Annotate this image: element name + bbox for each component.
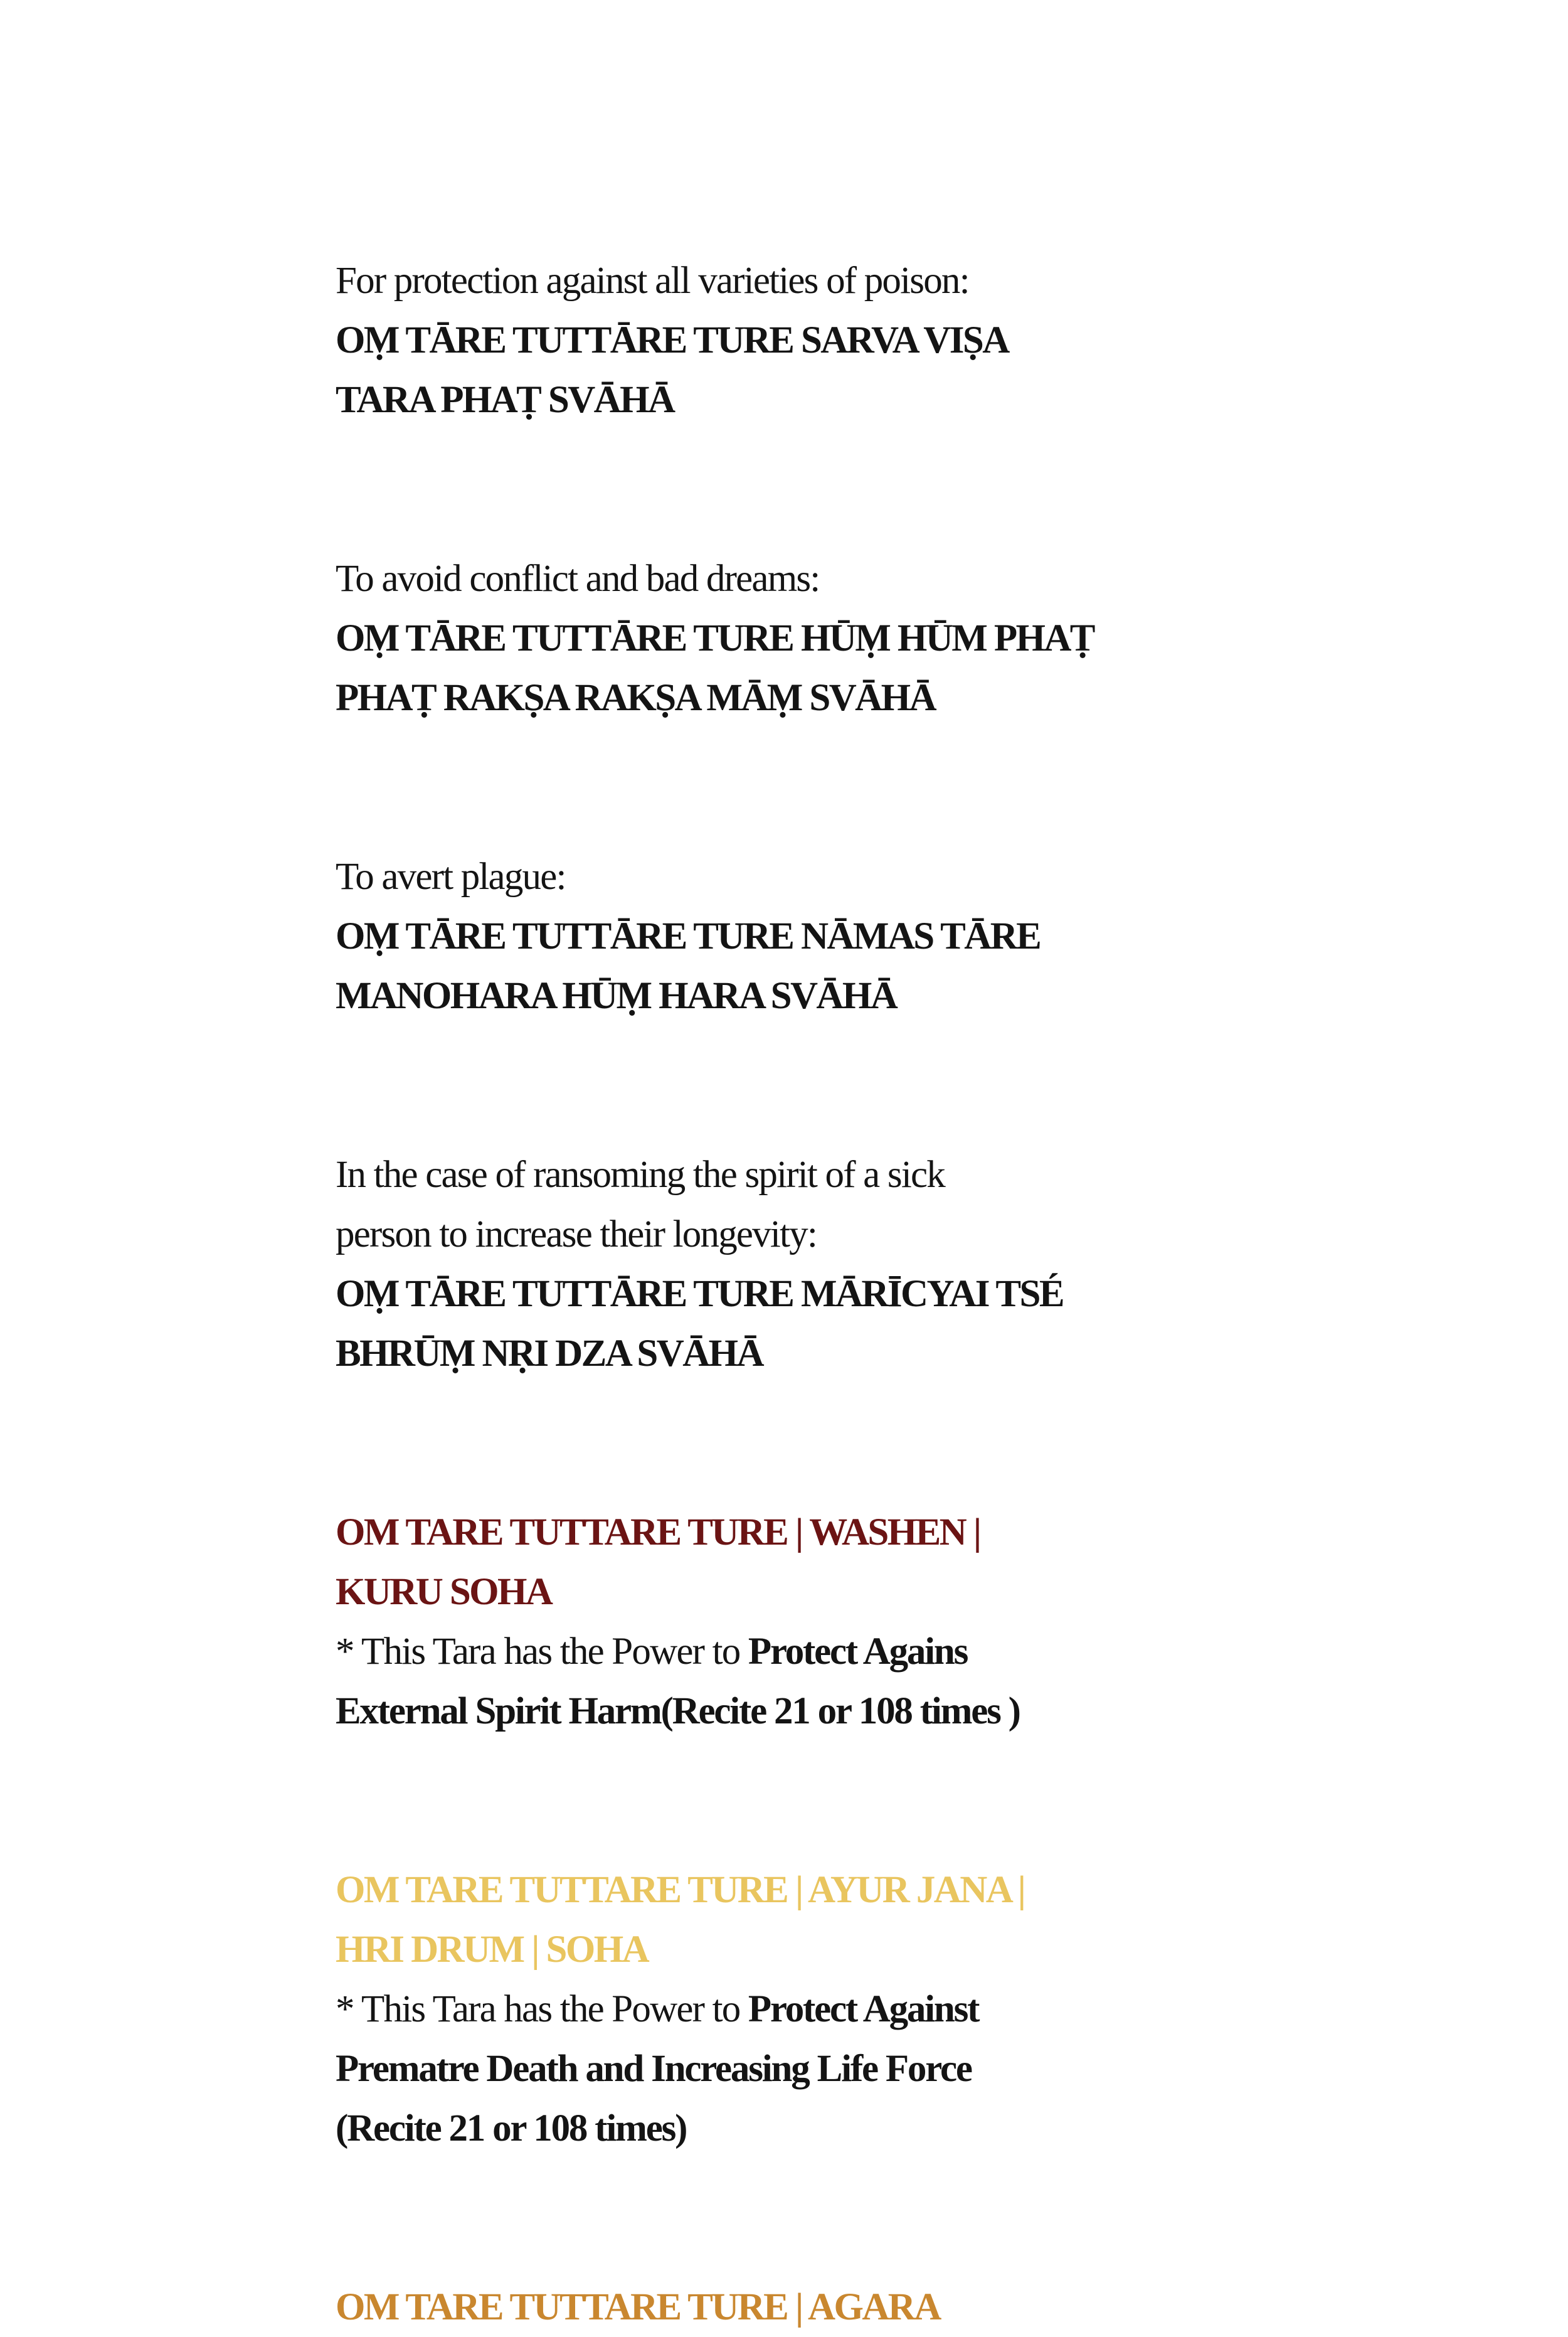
section-gap — [336, 1026, 1214, 1145]
plague-mantra-line-1: OṂ TĀRE TUTTĀRE TURE NĀMAS TĀRE — [336, 915, 1041, 957]
ayur-note-prefix: * This Tara has the Power to — [336, 1988, 748, 2030]
plague-intro: To avert plague: — [336, 856, 566, 898]
section-gap — [336, 1741, 1214, 1860]
plague-mantra-line-2: MANOHARA HŪṂ HARA SVĀHĀ — [336, 975, 897, 1017]
document-page — [336, 251, 1214, 2337]
section-gap — [336, 2158, 1214, 2277]
section-gap — [336, 728, 1214, 847]
washen-note-line-2: External Spirit Harm(Recite 21 or 108 times ) — [336, 1690, 1020, 1732]
longevity-mantra-line-1: OṂ TĀRE TUTTĀRE TURE MĀRĪCYAI TSÉ — [336, 1273, 1063, 1315]
poison-intro: For protection against all varieties of poison: — [336, 260, 969, 302]
ayur-mantra-line-2: HRI DRUM | SOHA — [336, 1929, 649, 1971]
section-gap — [336, 430, 1214, 549]
poison-mantra-line-2: TARA PHAṬ SVĀHĀ — [336, 379, 674, 421]
ayur-note-bold-1: Protect Against — [748, 1988, 979, 2030]
conflict-mantra-line-2: PHAṬ RAKṢA RAKṢA MĀṂ SVĀHĀ — [336, 677, 935, 719]
ayur-mantra-line-1: OM TARE TUTTARE TURE | AYUR JANA | — [336, 1869, 1025, 1911]
longevity-mantra-line-2: BHRŪṂ NṚI DZA SVĀHĀ — [336, 1333, 763, 1375]
washen-mantra-line-2: KURU SOHA — [336, 1571, 552, 1613]
conflict-mantra-line-1: OṂ TĀRE TUTTĀRE TURE HŪṂ HŪM PHAṬ — [336, 617, 1094, 659]
ayur-note-line-2: Prematre Death and Increasing Life Force — [336, 2048, 972, 2090]
washen-note-line-1 — [336, 1622, 1214, 1681]
conflict-intro: To avoid conflict and bad dreams: — [336, 558, 820, 600]
poison-mantra-line-1: OṂ TĀRE TUTTĀRE TURE SARVA VIṢA — [336, 319, 1009, 361]
ayur-note-line-1 — [336, 1979, 1214, 2039]
washen-note-prefix: * This Tara has the Power to — [336, 1631, 748, 1673]
agara-mantra-line-1: OM TARE TUTTARE TURE | AGARA — [336, 2286, 940, 2328]
ayur-note-line-3: (Recite 21 or 108 times) — [336, 2107, 687, 2149]
longevity-intro-line-1: In the case of ransoming the spirit of a sick — [336, 1154, 945, 1196]
section-gap — [336, 1383, 1214, 1503]
washen-note-bold-1: Protect Agains — [748, 1631, 968, 1673]
longevity-intro-line-2: person to increase their longevity: — [336, 1213, 817, 1255]
washen-mantra-line-1: OM TARE TUTTARE TURE | WASHEN | — [336, 1511, 980, 1553]
